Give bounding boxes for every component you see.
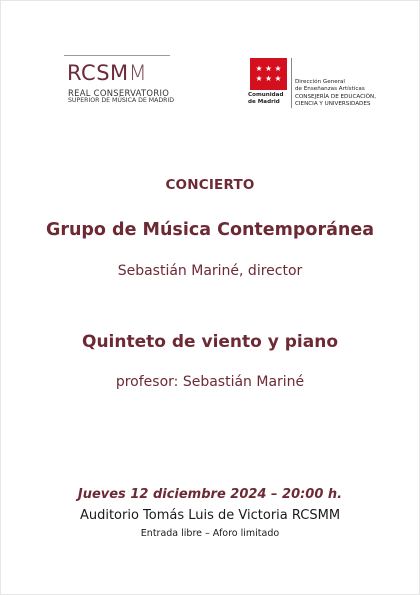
consejeria-text [295,94,376,108]
madrid-flag-icon [250,58,287,90]
ensemble-title: Grupo de Música Contemporánea [45,220,375,240]
teacher-line: profesor: Sebastián Mariné [115,374,305,390]
logo-divider [291,58,292,108]
program-title: Quinteto de viento y piano [82,332,338,352]
event-type-heading: CONCIERTO [165,177,255,193]
rcsmm-wordmark-last: M [128,61,148,85]
logo-rule [64,55,170,56]
director-line: Sebastián Mariné, director [117,263,303,279]
venue-line: Auditorio Tomás Luis de Victoria RCSMM [79,508,341,523]
comunidad-madrid-logo [248,58,388,114]
admission-note: Entrada libre – Aforo limitado [140,528,280,539]
comunidad-word-line1: Comunidad [248,92,284,98]
rcsmm-wordmark-main: RCSM [67,61,129,85]
direccion-line1: Dirección General [295,79,345,85]
rcsmm-wordmark [67,61,147,85]
comunidad-word-line2: de Madrid [248,99,280,105]
comunidad-wordmark [248,92,283,106]
direccion-line2: de Enseñanzas Artísticas [295,86,365,92]
consejeria-line2: CIENCIA Y UNIVERSIDADES [295,101,371,107]
direccion-general-text [295,79,365,93]
rcsmm-name-line2: SUPERIOR DE MÚSICA DE MADRID [68,97,175,104]
rcsmm-logo [64,55,174,109]
event-date-time: Jueves 12 diciembre 2024 – 20:00 h. [77,487,343,502]
consejeria-line1: CONSEJERÍA DE EDUCACIÓN, [295,94,377,100]
rcsmm-name-line1: REAL CONSERVATORIO [68,88,170,98]
